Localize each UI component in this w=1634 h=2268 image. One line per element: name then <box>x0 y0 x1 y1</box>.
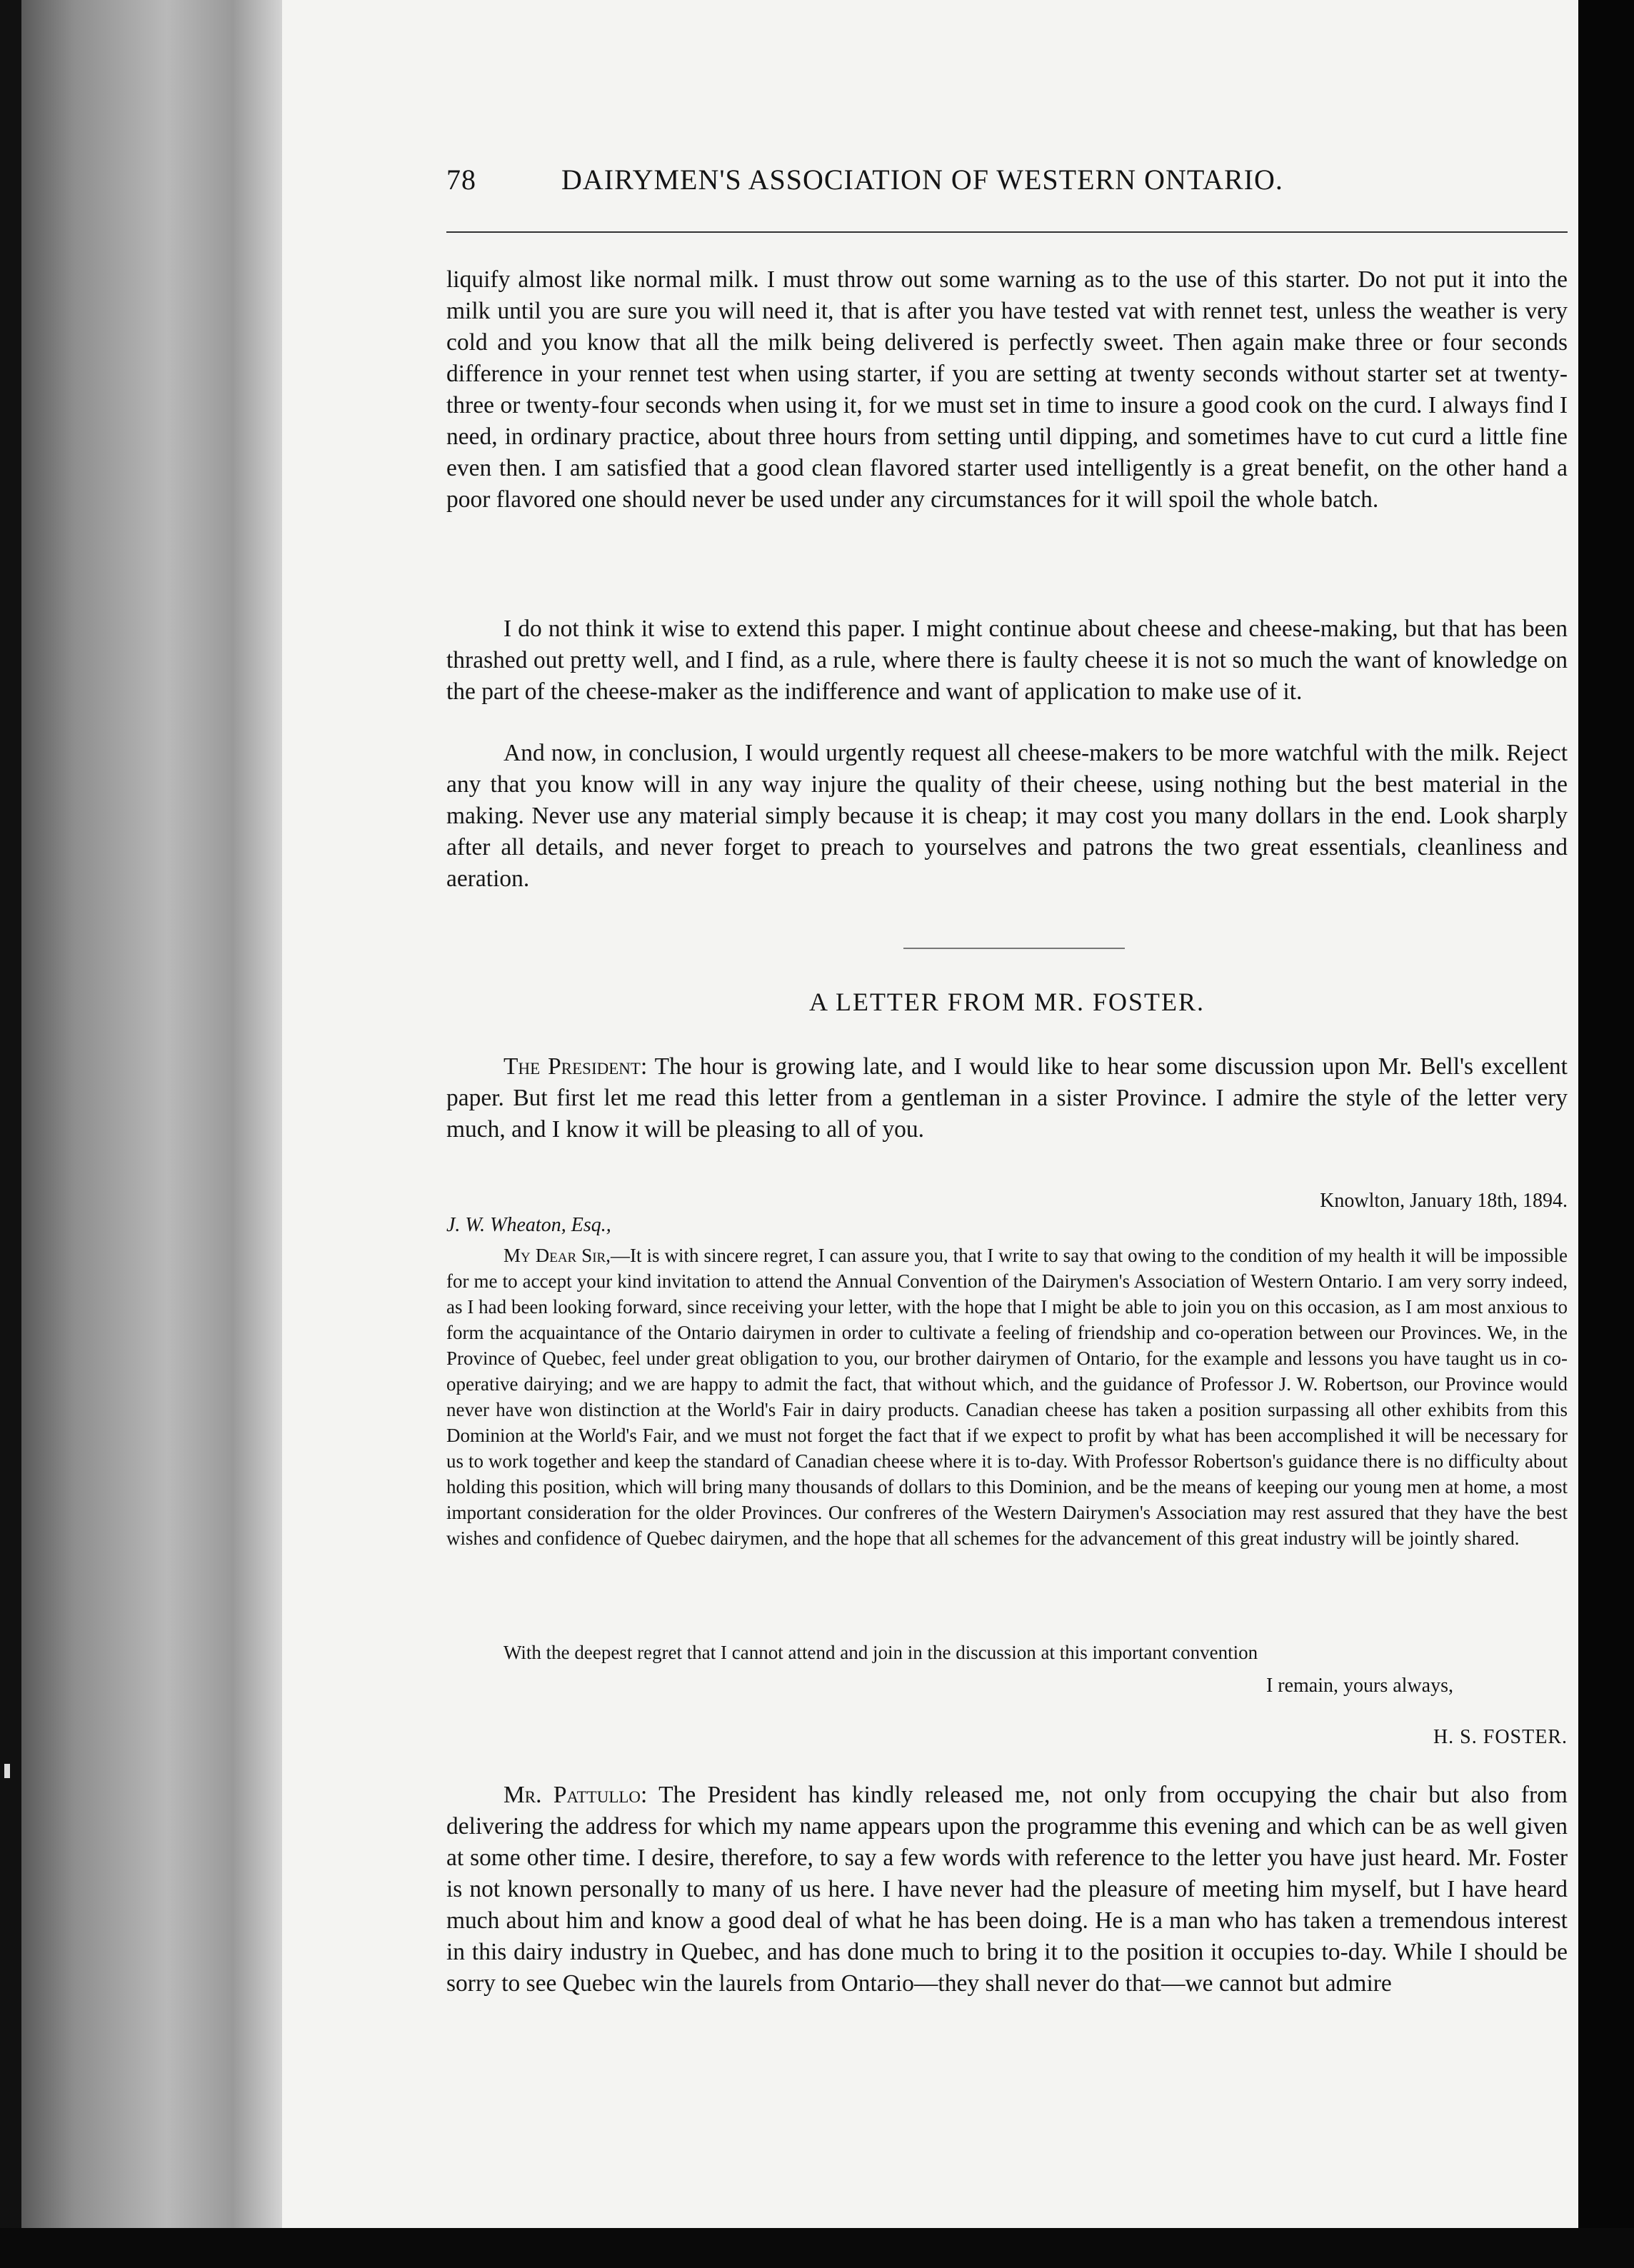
letter-dateline: Knowlton, January 18th, 1894. <box>1320 1190 1568 1212</box>
speaker-name: Mr. Pattullo <box>503 1782 641 1808</box>
letter-closing: I remain, yours always, <box>1265 1675 1453 1697</box>
speech-text: : The hour is growing late, and I would like to hear some discussion upon Mr. Bell's excellent paper. But first let me read this letter from a gentleman in a sister Province. I admire the style of the letter very much, and I know it will be pleasing to all of you. <box>446 1053 1568 1143</box>
paragraph <box>446 613 1568 708</box>
president-remarks <box>446 1051 1568 1145</box>
letter-closing-paragraph <box>446 1640 1568 1665</box>
letter-signature: H. S. FOSTER. <box>1433 1726 1568 1748</box>
running-head-title: DAIRYMEN'S ASSOCIATION OF WESTERN ONTARIO. <box>561 164 1283 196</box>
letter-body <box>446 1243 1568 1551</box>
running-head <box>446 163 1460 196</box>
page-number: 78 <box>446 164 476 196</box>
speaker-name: The President <box>503 1053 641 1080</box>
section-title: A LETTER FROM MR. FOSTER. <box>808 988 1206 1016</box>
paragraph <box>446 738 1568 895</box>
paragraph-text: I do not think it wise to extend this paper. I might continue about cheese and cheese-making, but that has been thrashed out pretty well, and I find, as a rule, where there is faulty cheese it is not so much the want of knowledge on the part of the cheese-maker as the indifference and want of application to make use of it. <box>446 616 1568 705</box>
scan-border-right <box>1578 0 1634 2268</box>
letter-addressee: J. W. Wheaton, Esq., <box>446 1214 611 1236</box>
letter-greeting: My Dear Sir, <box>503 1245 611 1266</box>
scan-artifact <box>4 1764 10 1778</box>
header-rule <box>446 231 1568 233</box>
letter-closing-text: With the deepest regret that I cannot attend and join in the discussion at this important convention <box>503 1642 1258 1663</box>
speech-text: : The President has kindly released me, not only from occupying the chair but also from delivering the address for which my name appears upon the programme this evening and which can be as well given at some other time. I desire, therefore, to say a few words with reference to the letter you have just heard. Mr. Foster is not known personally to many of us here. I have never had the pleasure of meeting him myself, but I have heard much about him and know a good deal of what he has been doing. He is a man who has taken a tremendous interest in this dairy industry in Quebec, and has done much to bring it to the position it occupies to-day. While I should be sorry to see Quebec win the laurels from Ontario—they shall never do that—we cannot but admire <box>446 1782 1568 1997</box>
paragraph <box>446 264 1568 516</box>
book-page <box>282 0 1585 2228</box>
pattullo-remarks <box>446 1780 1568 1999</box>
scan-border-bottom <box>0 2228 1634 2268</box>
letter-text: —It is with sincere regret, I can assure you, that I write to say that owing to the condition of my health it will be impossible for me to accept your kind invitation to attend the Annual Convention of the Dairymen's Association of Western Ontario. I am very sorry indeed, as I had been looking forward, since receiving your letter, with the hope that I might be able to join you on this occasion, as I am most anxious to form the acquaintance of the Ontario dairymen in order to cultivate a feeling of friendship and co-operation between our Provinces. We, in the Province of Quebec, feel under great obligation to you, our brother dairymen of Ontario, for the example and lessons you have taught us in co-operative dairying; and we are happy to admit the fact, that without which, and the guidance of Professor J. W. Robertson, our Province would never have won distinction at the World's Fair in dairy products. Canadian cheese has taken a position surpassing all other exhibits from this Dominion at the World's Fair, and we must not forget the fact that if we expect to profit by what has been accomplished it will be necessary for us to work together and keep the standard of Canadian cheese where it is to-day. With Professor Robertson's guidance there is no difficulty about holding this position, which will bring many thousands of dollars to this Dominion, and be the means of keeping our young men at home, a most important consideration for the older Provinces. Our confreres of the Western Dairymen's Association may rest assured that they have the best wishes and confidence of Quebec dairymen, and the hope that all schemes for the advancement of this great industry will be jointly shared. <box>446 1245 1568 1549</box>
paragraph-text: And now, in conclusion, I would urgently request all cheese-makers to be more watchful with the milk. Reject any that you know will in any way injure the quality of their cheese, using nothing but the best material in the making. Never use any material simply because it is cheap; it may cost you many dollars in the end. Look sharply after all details, and never forget to preach to yourselves and patrons the two great essentials, cleanliness and aeration. <box>446 740 1568 892</box>
paragraph-text: liquify almost like normal milk. I must throw out some warning as to the use of this starter. Do not put it into the milk until you are sure you will need it, that is after you have tested vat with rennet test, unless the weather is very cold and you know that all the milk being delivered is perfectly sweet. Then again make three or four seconds difference in your rennet test when using starter, if you are setting at twenty seconds without starter set at twenty-three or twenty-four seconds when using it, for we must set in time to insure a good cook on the curd. I always find I need, in ordinary practice, about three hours from setting until dipping, and sometimes have to cut curd a little fine even then. I am satisfied that a good clean flavored starter used intelligently is a great benefit, on the other hand a poor flavored one should never be used under any circumstances for it will spoil the whole batch. <box>446 266 1568 513</box>
book-page-edges <box>21 0 286 2228</box>
section-divider <box>903 948 1125 949</box>
